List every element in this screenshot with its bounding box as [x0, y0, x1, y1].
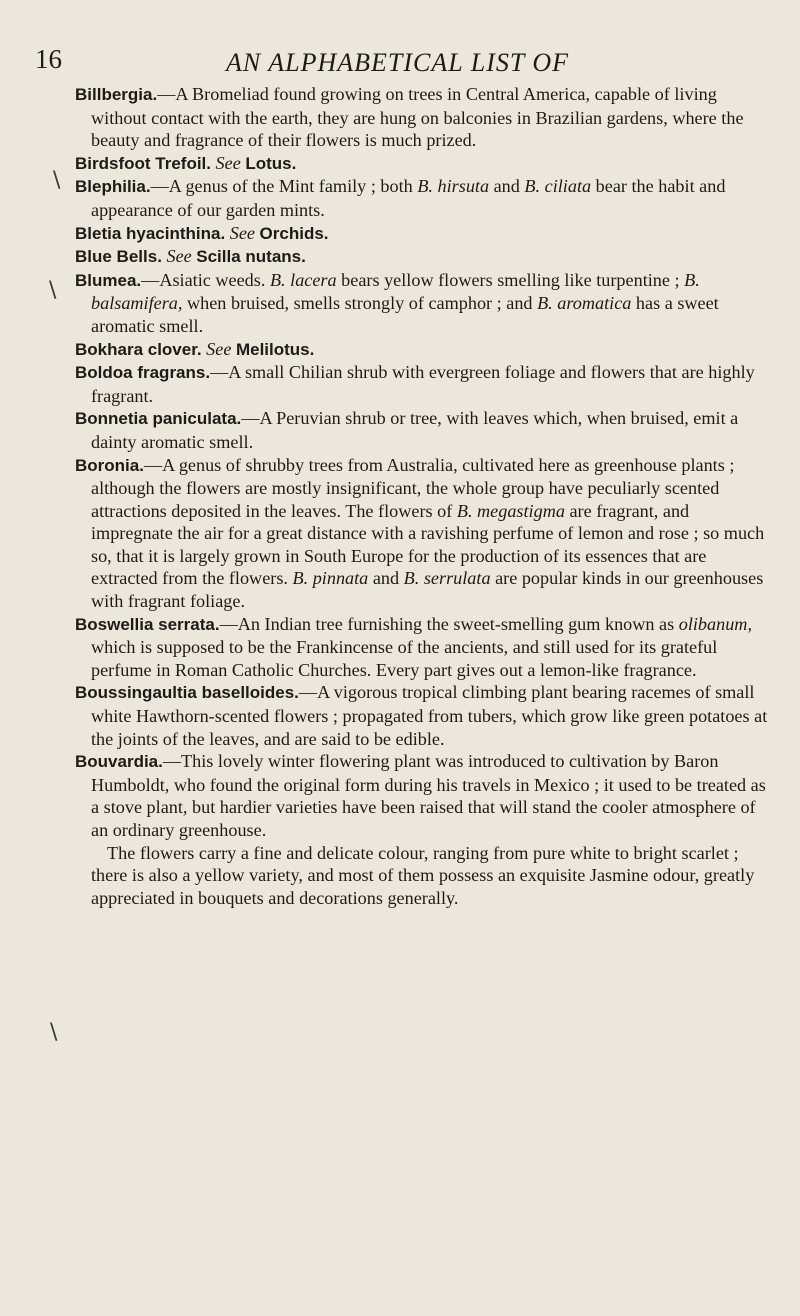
margin-check-mark: \ [50, 1020, 58, 1045]
entry-text: —A vigorous tropical climbing plant bearing racemes of small white Hawthorn-scented flowers ; propagated from tubers, which grow like green potatoes at the joints of the leaves, and are said to be edible. [91, 682, 768, 749]
entry-headword: Bokhara clover. [75, 339, 202, 359]
see-reference: See [166, 246, 192, 267]
entry-bouvardia-paragraph-2 [75, 842, 775, 910]
entry-bokhara-clover [75, 338, 775, 362]
species-name: B. ciliata [524, 176, 592, 197]
cross-reference: Melilotus. [235, 339, 315, 359]
entry-text: has a sweet aromatic smell. [91, 293, 719, 336]
entry-headword: Boussingaultia baselloides. [75, 683, 299, 703]
entry-text: —A Peruvian shrub or tree, with leaves which, when bruised, emit a dainty aromatic smell. [91, 408, 739, 452]
entry-headword: Bonnetia paniculata. [75, 409, 242, 429]
entry-birdsfoot-trefoil [75, 152, 775, 176]
entry-text: —Asiatic weeds. [141, 269, 270, 290]
entry-text: bears yellow flowers smelling like turpentine ; [336, 269, 685, 290]
entry-headword: Blue Bells. [75, 247, 162, 267]
entry-text: —A Bromeliad found growing on trees in Central America, capable of living without contact with the earth, they are hung on balconies in Brazilian gardens, where the beauty and fragrance of their flowers is much prized. [91, 84, 744, 151]
entry-boswellia [75, 613, 775, 682]
entry-text: —A small Chilian shrub with evergreen foliage and flowers that are highly fragrant. [91, 362, 755, 406]
species-name: B. lacera [269, 269, 337, 290]
entry-text: are fragrant, and impregnate the air for a great distance with a ravishing perfume of lemon and rose ; so much so, that it is largely grown in South Europe for the production of its essences that are extracted from the flowers. [91, 500, 765, 589]
entry-boussingaultia [75, 681, 775, 750]
species-name: olibanum, [678, 613, 752, 634]
entry-text: The flowers carry a fine and delicate colour, ranging from pure white to bright scarlet ; there is also a yellow variety, and most of them possess an exquisite Jasmine odour, greatly appreciated in bouquets and decorations generally. [91, 842, 755, 908]
entry-text: are popular kinds in our greenhouses with fragrant foliage. [91, 568, 764, 612]
entry-text: bear the habit and appearance of our garden mints. [91, 176, 726, 220]
entry-text: and [368, 568, 404, 589]
entry-bletia [75, 222, 775, 246]
entry-headword: Bletia hyacinthina. [75, 223, 226, 243]
entry-list [75, 83, 775, 909]
entry-headword: Birdsfoot Trefoil. [75, 153, 211, 173]
entry-headword: Bouvardia. [75, 752, 163, 772]
entry-headword: Boldoa fragrans. [75, 363, 211, 383]
entry-text: and [489, 176, 525, 197]
cross-reference: Orchids. [259, 223, 329, 243]
entry-bonnetia [75, 407, 775, 453]
entry-text: when bruised, smells strongly of camphor ; and [182, 293, 538, 314]
running-head: AN ALPHABETICAL LIST OF [226, 48, 569, 77]
page-number: 16 [35, 44, 62, 74]
entry-boldoa [75, 361, 775, 407]
entry-bouvardia [75, 750, 775, 841]
entry-headword: Blephilia. [75, 177, 151, 197]
species-name: B. balsamifera, [91, 269, 700, 314]
entry-headword: Boronia. [75, 455, 144, 475]
entry-text: —An Indian tree furnishing the sweet-smelling gum known as [219, 613, 679, 634]
entry-blephilia [75, 175, 775, 221]
cross-reference: Lotus. [245, 153, 297, 173]
species-name: B. hirsuta [417, 176, 490, 197]
entry-text: —This lovely winter flowering plant was introduced to cultivation by Baron Humboldt, who found the original form during his travels in Mexico ; it used to be treated as a stove plant, but hardier varieties have been raised that will stand the cooler atmosphere of an ordinary greenhouse. [91, 751, 766, 840]
species-name: B. aromatica [537, 293, 632, 314]
margin-check-mark: \ [53, 168, 61, 193]
see-reference: See [215, 152, 241, 173]
species-name: B. serrulata [403, 568, 491, 589]
entry-billbergia [75, 83, 775, 152]
entry-headword: Boswellia serrata. [75, 614, 220, 634]
see-reference: See [229, 222, 255, 243]
cross-reference: Scilla nutans. [196, 247, 306, 267]
species-name: B. megastigma [456, 500, 565, 521]
entry-boronia [75, 454, 775, 613]
entry-blumea [75, 269, 775, 338]
species-name: B. pinnata [292, 568, 369, 589]
entry-text: which is supposed to be the Frankincense of the ancients, and still used for its grateful perfume in Roman Catholic Churches. Every part gives out a lemon-like fragrance. [91, 637, 718, 680]
margin-check-mark: \ [49, 278, 57, 303]
entry-headword: Blumea. [75, 270, 142, 290]
see-reference: See [206, 338, 232, 359]
entry-text: —A genus of shrubby trees from Australia, cultivated here as greenhouse plants ; although the flowers are mostly insignificant, the whole group have peculiarly scented attractions deposited in the leaves. The flowers of [91, 454, 735, 521]
entry-text: —A genus of the Mint family ; both [150, 176, 418, 197]
entry-blue-bells [75, 245, 775, 269]
entry-headword: Billbergia. [75, 85, 158, 104]
